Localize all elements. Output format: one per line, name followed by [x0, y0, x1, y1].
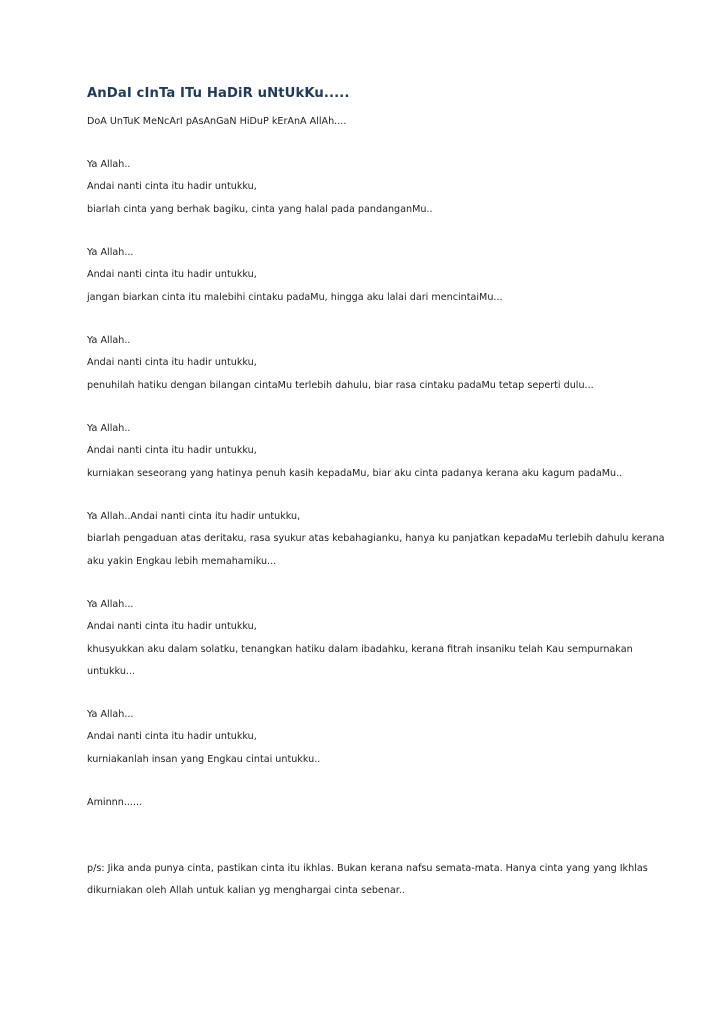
document-title: AnDaI cInTa ITu HaDiR uNtUkKu..... — [87, 86, 350, 101]
text-line: Andai nanti cinta itu hadir untukku, — [87, 269, 257, 280]
text-line: biarlah pengaduan atas deritaku, rasa syukur atas kebahagianku, hanya ku panjatkan kepadaMu terlebih dahulu kerana — [87, 533, 665, 544]
text-line: Ya Allah..Andai nanti cinta itu hadir untukku, — [87, 511, 301, 522]
text-line: untukku... — [87, 666, 136, 677]
text-line: kurniakanlah insan yang Engkau cintai untukku.. — [87, 754, 321, 765]
text-line: Andai nanti cinta itu hadir untukku, — [87, 445, 257, 456]
text-line: biarlah cinta yang berhak bagiku, cinta yang halal pada pandanganMu.. — [87, 204, 433, 215]
text-line: Andai nanti cinta itu hadir untukku, — [87, 731, 257, 742]
text-line: aku yakin Engkau lebih memahamiku... — [87, 556, 277, 567]
text-line: Ya Allah.. — [87, 335, 131, 346]
text-line: kurniakan seseorang yang hatinya penuh kasih kepadaMu, biar aku cinta padanya kerana aku kagum padaMu.. — [87, 468, 623, 479]
text-line: p/s: Jika anda punya cinta, pastikan cinta itu ikhlas. Bukan kerana nafsu semata-mata. Hanya cinta yang yang Ikhlas — [87, 863, 648, 874]
text-line: khusyukkan aku dalam solatku, tenangkan hatiku dalam ibadahku, kerana fitrah insaniku telah Kau sempurnakan — [87, 644, 633, 655]
text-line: Andai nanti cinta itu hadir untukku, — [87, 181, 257, 192]
document-subtitle: DoA UnTuK MeNcArI pAsAnGaN HiDuP kErAnA AllAh.... — [87, 116, 347, 127]
text-line: Ya Allah.. — [87, 423, 131, 434]
text-line: Ya Allah... — [87, 247, 134, 258]
text-line: Andai nanti cinta itu hadir untukku, — [87, 357, 257, 368]
text-line: Ya Allah... — [87, 599, 134, 610]
text-line: dikurniakan oleh Allah untuk kalian yg menghargai cinta sebenar.. — [87, 885, 405, 896]
text-line: Andai nanti cinta itu hadir untukku, — [87, 621, 257, 632]
text-line: Ya Allah.. — [87, 159, 131, 170]
text-line: penuhilah hatiku dengan bilangan cintaMu terlebih dahulu, biar rasa cintaku padaMu tetap seperti dulu... — [87, 380, 594, 391]
text-line: Aminnn...... — [87, 797, 143, 808]
text-line: Ya Allah... — [87, 709, 134, 720]
text-line: jangan biarkan cinta itu malebihi cintaku padaMu, hingga aku lalai dari mencintaiMu... — [87, 292, 503, 303]
